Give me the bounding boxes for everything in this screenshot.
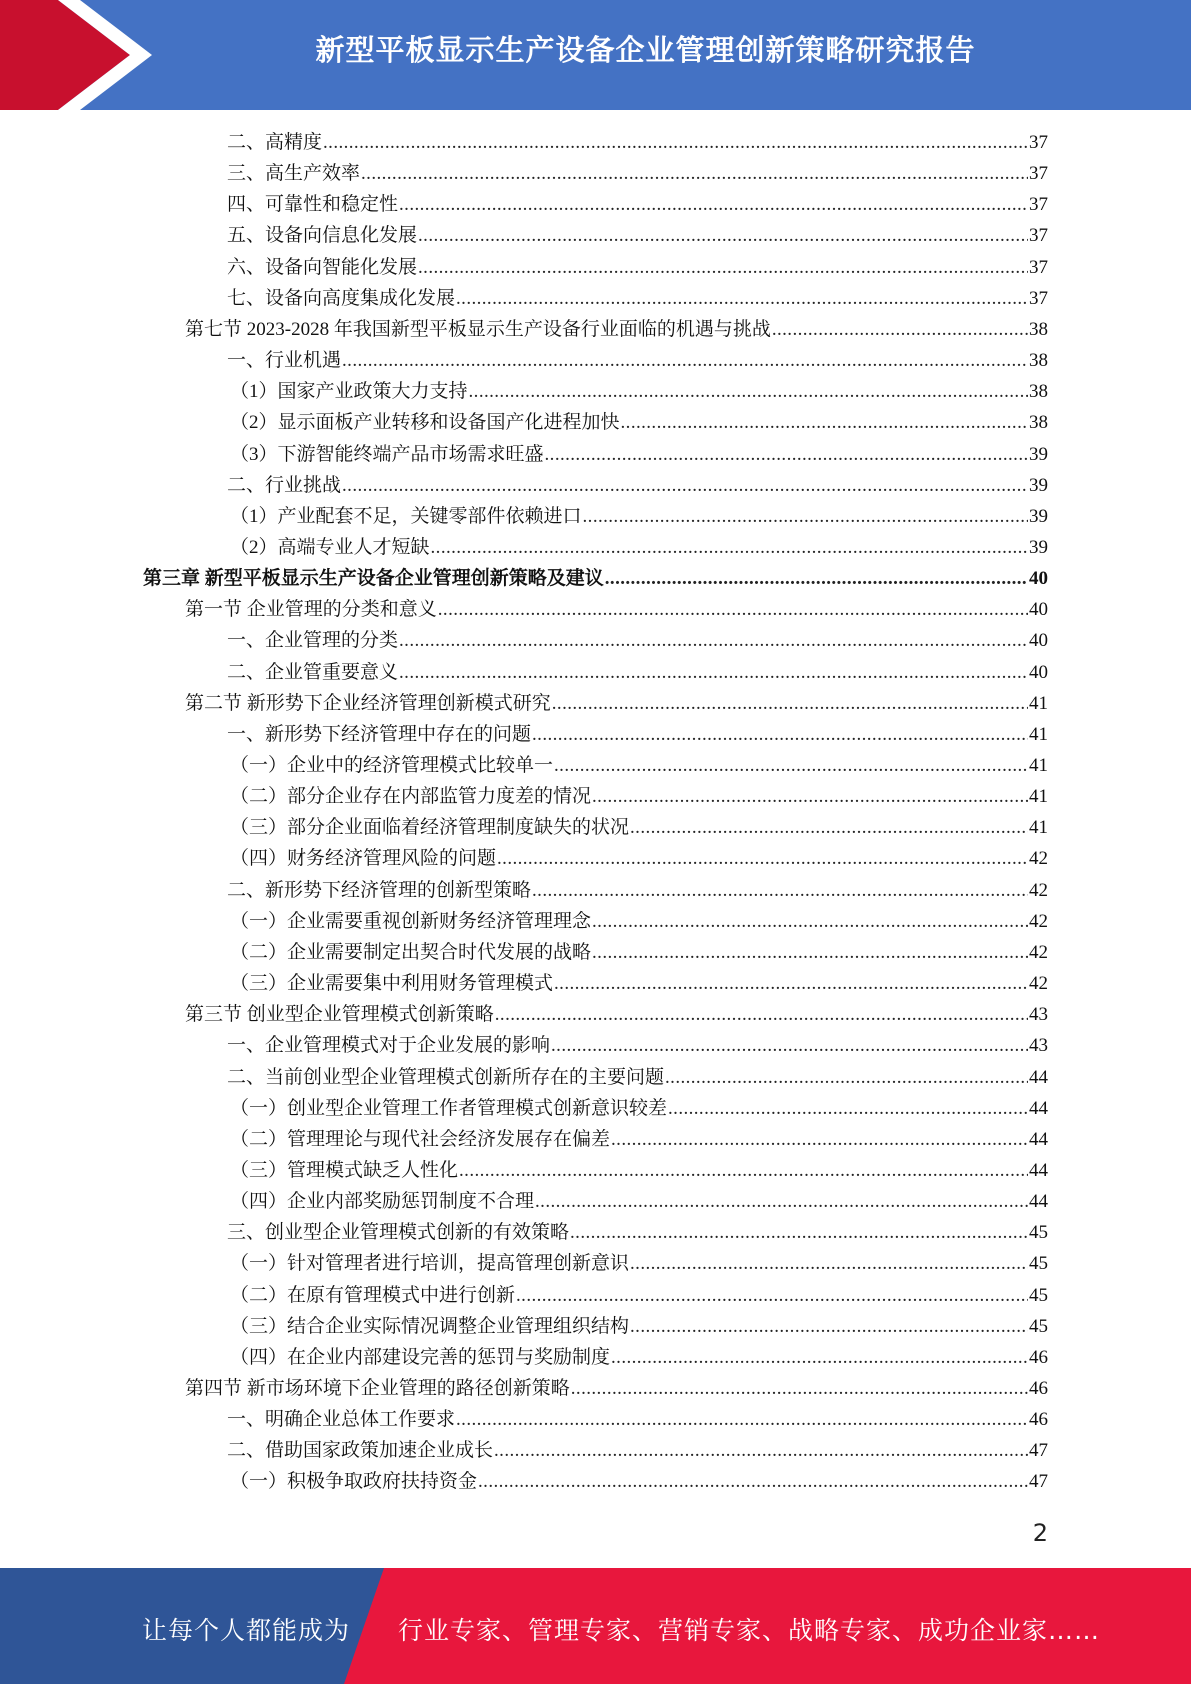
toc-dot-leader (552, 688, 1028, 719)
toc-entry-page: 40 (1029, 662, 1048, 683)
toc-subsection-entry[interactable] (230, 532, 1048, 563)
toc-entry-page: 42 (1029, 880, 1048, 901)
toc-entry-page: 37 (1029, 288, 1048, 309)
toc-dot-leader (469, 376, 1028, 407)
toc-entry-page: 43 (1029, 1004, 1048, 1025)
toc-entry-page: 44 (1029, 1129, 1048, 1150)
toc-entry-label: 四、可靠性和稳定性 (227, 194, 399, 215)
toc-entry-label: 三、创业型企业管理模式创新的有效策略 (227, 1222, 570, 1243)
toc-entry-label: （一）针对管理者进行培训，提高管理创新意识 (230, 1253, 630, 1274)
toc-entry-page: 47 (1029, 1440, 1048, 1461)
toc-dot-leader (431, 532, 1028, 563)
toc-entry-label: 六、设备向智能化发展 (227, 257, 418, 278)
toc-entry-label: 三、高生产效率 (227, 163, 361, 184)
toc-entry-page: 46 (1029, 1347, 1048, 1368)
toc-dot-leader (668, 1093, 1028, 1124)
toc-subsection-entry[interactable] (230, 812, 1048, 843)
toc-entry-label: （一）创业型企业管理工作者管理模式创新意识较差 (230, 1098, 668, 1119)
page-header (0, 0, 1191, 110)
toc-entry-label: 二、当前创业型企业管理模式创新所存在的主要问题 (227, 1067, 665, 1088)
toc-entry-label: 一、新形势下经济管理中存在的问题 (227, 724, 532, 745)
toc-entry-page: 41 (1029, 755, 1048, 776)
toc-dot-leader (611, 1342, 1028, 1373)
toc-subsection-entry[interactable] (230, 1155, 1048, 1186)
toc-dot-leader (399, 657, 1028, 688)
toc-entry-page: 42 (1029, 848, 1048, 869)
toc-subsection-entry[interactable] (227, 1217, 1048, 1248)
toc-entry-label: （三）部分企业面临着经济管理制度缺失的状况 (230, 817, 630, 838)
toc-dot-leader (570, 1217, 1028, 1248)
toc-entry-label: 二、新形势下经济管理的创新型策略 (227, 880, 532, 901)
toc-entry-label: 二、行业挑战 (227, 475, 342, 496)
page-number: 2 (1032, 1519, 1048, 1547)
toc-subsection-entry[interactable] (230, 906, 1048, 937)
toc-entry-label: 第七节 2023-2028 年我国新型平板显示生产设备行业面临的机遇与挑战 (185, 319, 771, 340)
toc-dot-leader (630, 1311, 1028, 1342)
toc-dot-leader (545, 439, 1028, 470)
toc-entry-label: （二）在原有管理模式中进行创新 (230, 1285, 516, 1306)
toc-subsection-entry[interactable] (230, 1311, 1048, 1342)
toc-dot-leader (399, 189, 1028, 220)
toc-dot-leader (342, 345, 1028, 376)
toc-dot-leader (342, 470, 1028, 501)
toc-entry-page: 42 (1029, 973, 1048, 994)
toc-subsection-entry[interactable] (230, 1186, 1048, 1217)
toc-dot-leader (630, 1248, 1028, 1279)
toc-entry-label: （1）产业配套不足，关键零部件依赖进口 (230, 506, 582, 527)
toc-entry-page: 44 (1029, 1067, 1048, 1088)
toc-entry-label: （2）高端专业人才短缺 (230, 537, 430, 558)
toc-subsection-entry[interactable] (230, 937, 1048, 968)
toc-subsection-entry[interactable] (230, 1280, 1048, 1311)
toc-subsection-entry[interactable] (230, 1093, 1048, 1124)
toc-subsection-entry[interactable] (227, 625, 1048, 656)
toc-dot-leader (494, 1435, 1028, 1466)
toc-dot-leader (418, 252, 1028, 283)
footer-slogan-left: 让每个人都能成为 (142, 1616, 351, 1645)
toc-chapter-entry[interactable] (143, 563, 1048, 594)
toc-entry-page: 38 (1029, 350, 1048, 371)
toc-subsection-entry[interactable] (230, 376, 1048, 407)
toc-dot-leader (532, 875, 1028, 906)
toc-entry-page: 39 (1029, 506, 1048, 527)
toc-entry-label: 一、行业机遇 (227, 350, 342, 371)
toc-entry-page: 38 (1029, 412, 1048, 433)
toc-entry-page: 40 (1029, 568, 1048, 589)
toc-entry-page: 44 (1029, 1098, 1048, 1119)
toc-entry-page: 45 (1029, 1222, 1048, 1243)
toc-dot-leader (772, 314, 1028, 345)
toc-subsection-entry[interactable] (227, 220, 1048, 251)
toc-entry-label: （二）企业需要制定出契合时代发展的战略 (230, 942, 592, 963)
toc-subsection-entry[interactable] (227, 127, 1048, 158)
toc-entry-label: （四）财务经济管理风险的问题 (230, 848, 497, 869)
toc-entry-label: 五、设备向信息化发展 (227, 225, 418, 246)
toc-entry-label: （2）显示面板产业转移和设备国产化进程加快 (230, 412, 620, 433)
toc-entry-label: 二、企业管重要意义 (227, 662, 399, 683)
page-footer (0, 1568, 1191, 1684)
toc-entry-label: （四）企业内部奖励惩罚制度不合理 (230, 1191, 535, 1212)
toc-dot-leader (418, 220, 1028, 251)
toc-entry-label: （三）企业需要集中利用财务管理模式 (230, 973, 554, 994)
toc-subsection-entry[interactable] (230, 781, 1048, 812)
toc-dot-leader (456, 283, 1028, 314)
toc-entry-page: 45 (1029, 1253, 1048, 1274)
toc-dot-leader (592, 906, 1028, 937)
toc-dot-leader (554, 750, 1028, 781)
toc-entry-label: （二）管理理论与现代社会经济发展存在偏差 (230, 1129, 611, 1150)
toc-subsection-entry[interactable] (230, 1342, 1048, 1373)
toc-subsection-entry[interactable] (230, 501, 1048, 532)
toc-subsection-entry[interactable] (227, 470, 1048, 501)
toc-entry-label: 第一节 企业管理的分类和意义 (185, 599, 437, 620)
toc-subsection-entry[interactable] (230, 750, 1048, 781)
toc-entry-page: 42 (1029, 942, 1048, 963)
toc-entry-page: 38 (1029, 381, 1048, 402)
toc-entry-page: 41 (1029, 693, 1048, 714)
toc-subsection-entry[interactable] (230, 968, 1048, 999)
toc-entry-page: 46 (1029, 1409, 1048, 1430)
toc-entry-page: 44 (1029, 1160, 1048, 1181)
toc-entry-label: （1）国家产业政策大力支持 (230, 381, 468, 402)
toc-subsection-entry[interactable] (227, 1030, 1048, 1061)
toc-subsection-entry[interactable] (227, 345, 1048, 376)
toc-subsection-entry[interactable] (227, 1062, 1048, 1093)
toc-entry-label: 第四节 新市场环境下企业管理的路径创新策略 (185, 1378, 570, 1399)
toc-entry-label: 第三节 创业型企业管理模式创新策略 (185, 1004, 494, 1025)
toc-entry-page: 40 (1029, 599, 1048, 620)
toc-subsection-entry[interactable] (227, 1435, 1048, 1466)
toc-subsection-entry[interactable] (230, 1466, 1048, 1497)
toc-entry-label: 二、借助国家政策加速企业成长 (227, 1440, 494, 1461)
toc-entry-label: 七、设备向高度集成化发展 (227, 288, 456, 309)
toc-entry-label: 第三章 新型平板显示生产设备企业管理创新策略及建议 (143, 568, 604, 589)
toc-dot-leader (605, 563, 1028, 594)
toc-subsection-entry[interactable] (230, 1248, 1048, 1279)
toc-dot-leader (438, 594, 1028, 625)
toc-entry-label: （一）积极争取政府扶持资金 (230, 1471, 478, 1492)
toc-entry-page: 39 (1029, 537, 1048, 558)
toc-entry-label: 一、企业管理模式对于企业发展的影响 (227, 1035, 551, 1056)
toc-dot-leader (630, 812, 1028, 843)
toc-dot-leader (516, 1280, 1028, 1311)
toc-entry-label: （四）在企业内部建设完善的惩罚与奖励制度 (230, 1347, 611, 1368)
toc-subsection-entry[interactable] (230, 407, 1048, 438)
toc-dot-leader (497, 843, 1028, 874)
toc-dot-leader (399, 625, 1028, 656)
toc-entry-label: 第二节 新形势下企业经济管理创新模式研究 (185, 693, 551, 714)
toc-subsection-entry[interactable] (227, 719, 1048, 750)
toc-subsection-entry[interactable] (227, 252, 1048, 283)
toc-entry-page: 46 (1029, 1378, 1048, 1399)
toc-subsection-entry[interactable] (227, 875, 1048, 906)
toc-subsection-entry[interactable] (227, 189, 1048, 220)
toc-dot-leader (571, 1373, 1028, 1404)
toc-entry-page: 38 (1029, 319, 1048, 340)
toc-dot-leader (535, 1186, 1028, 1217)
toc-subsection-entry[interactable] (227, 1404, 1048, 1435)
toc-section-entry[interactable] (185, 1373, 1048, 1404)
toc-entry-page: 44 (1029, 1191, 1048, 1212)
toc-dot-leader (323, 127, 1028, 158)
toc-entry-label: 一、明确企业总体工作要求 (227, 1409, 456, 1430)
toc-dot-leader (456, 1404, 1028, 1435)
toc-dot-leader (459, 1155, 1028, 1186)
toc-entry-label: （三）管理模式缺乏人性化 (230, 1160, 459, 1181)
toc-dot-leader (361, 158, 1028, 189)
toc-dot-leader (583, 501, 1028, 532)
toc-entry-label: （一）企业需要重视创新财务经济管理理念 (230, 911, 592, 932)
toc-section-entry[interactable] (185, 594, 1048, 625)
toc-section-entry[interactable] (185, 314, 1048, 345)
toc-entry-label: （一）企业中的经济管理模式比较单一 (230, 755, 554, 776)
toc-subsection-entry[interactable] (230, 439, 1048, 470)
toc-entry-label: 一、企业管理的分类 (227, 630, 399, 651)
toc-dot-leader (532, 719, 1028, 750)
toc-entry-page: 42 (1029, 911, 1048, 932)
toc-entry-page: 41 (1029, 817, 1048, 838)
toc-entry-page: 39 (1029, 475, 1048, 496)
toc-dot-leader (478, 1466, 1028, 1497)
toc-dot-leader (592, 781, 1028, 812)
toc-subsection-entry[interactable] (227, 283, 1048, 314)
toc-section-entry[interactable] (185, 688, 1048, 719)
toc-entry-label: （二）部分企业存在内部监管力度差的情况 (230, 786, 592, 807)
toc-entry-page: 37 (1029, 194, 1048, 215)
toc-entry-page: 37 (1029, 132, 1048, 153)
toc-entry-label: （三）结合企业实际情况调整企业管理组织结构 (230, 1316, 630, 1337)
toc-entry-page: 41 (1029, 786, 1048, 807)
toc-subsection-entry[interactable] (230, 843, 1048, 874)
toc-subsection-entry[interactable] (227, 657, 1048, 688)
toc-entry-page: 47 (1029, 1471, 1048, 1492)
toc-entry-page: 37 (1029, 257, 1048, 278)
toc-entry-page: 39 (1029, 444, 1048, 465)
toc-dot-leader (665, 1062, 1028, 1093)
toc-dot-leader (495, 999, 1028, 1030)
report-title: 新型平板显示生产设备企业管理创新策略研究报告 (315, 33, 976, 67)
toc-entry-label: （3）下游智能终端产品市场需求旺盛 (230, 444, 544, 465)
toc-dot-leader (592, 937, 1028, 968)
toc-dot-leader (551, 1030, 1028, 1061)
toc-entry-page: 37 (1029, 225, 1048, 246)
toc-entry-page: 45 (1029, 1316, 1048, 1337)
toc-section-entry[interactable] (185, 999, 1048, 1030)
toc-subsection-entry[interactable] (227, 158, 1048, 189)
toc-entry-page: 40 (1029, 630, 1048, 651)
toc-entry-page: 37 (1029, 163, 1048, 184)
toc-dot-leader (611, 1124, 1028, 1155)
toc-subsection-entry[interactable] (230, 1124, 1048, 1155)
toc-entry-page: 41 (1029, 724, 1048, 745)
toc-entry-page: 43 (1029, 1035, 1048, 1056)
toc-entry-page: 45 (1029, 1285, 1048, 1306)
toc-dot-leader (554, 968, 1028, 999)
toc-entry-label: 二、高精度 (227, 132, 323, 153)
footer-slogan-right: 行业专家、管理专家、营销专家、战略专家、成功企业家…… (398, 1616, 1101, 1645)
toc-dot-leader (621, 407, 1028, 438)
